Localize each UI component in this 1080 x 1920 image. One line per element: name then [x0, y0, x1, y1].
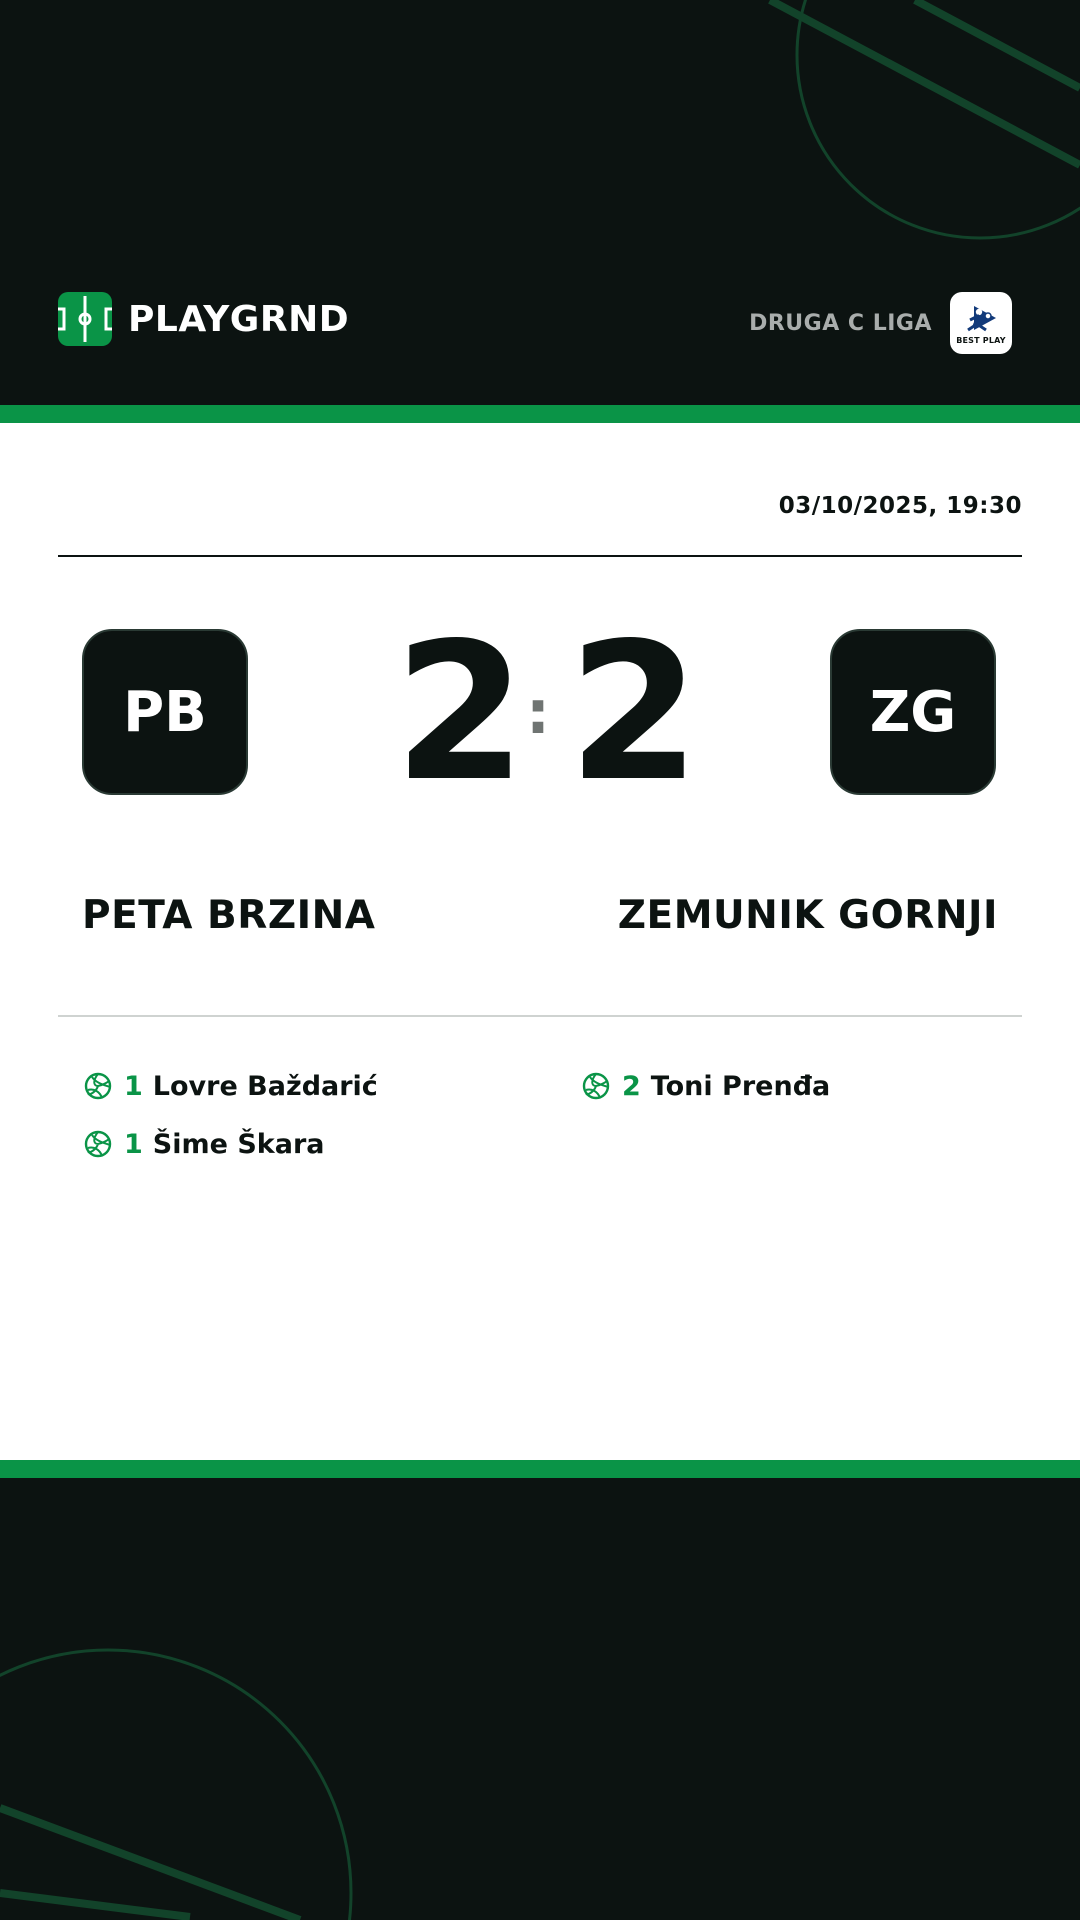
home-team-short: PB [123, 679, 207, 745]
away-scorers [582, 1071, 830, 1129]
scorer-row [84, 1129, 378, 1159]
ball-icon [582, 1072, 610, 1100]
league-badge [950, 292, 1012, 354]
match-card [0, 423, 1080, 1460]
scorer-name: Toni Prenđa [650, 1070, 831, 1102]
goal-count: 1 [124, 1070, 143, 1102]
score-separator: : [526, 678, 550, 748]
home-score: 2 [394, 602, 527, 823]
brand-name: PLAYGRND [128, 298, 350, 340]
scorer-name: Lovre Baždarić [152, 1070, 378, 1102]
scorer-name: Šime Škara [152, 1128, 325, 1160]
goal-count: 1 [124, 1128, 143, 1160]
match-datetime: 03/10/2025, 19:30 [778, 493, 1022, 519]
league [749, 292, 1012, 354]
away-team-crest [830, 629, 996, 795]
ball-icon [84, 1130, 112, 1158]
league-name: DRUGA C LIGA [749, 310, 932, 336]
accent-stripe-bottom [0, 1460, 1080, 1478]
ball-icon [84, 1072, 112, 1100]
divider [58, 1015, 1022, 1017]
best-play-logo-icon [962, 302, 1000, 334]
scorer-row [582, 1071, 830, 1101]
away-score: 2 [568, 602, 701, 823]
home-team-name: PETA BRZINA [82, 893, 376, 938]
header [0, 0, 1080, 405]
brand [58, 292, 349, 346]
league-badge-text: BEST PLAY [956, 335, 1006, 345]
away-team-name: ZEMUNIK GORNJI [617, 893, 998, 938]
divider [58, 555, 1022, 557]
accent-stripe-top [0, 405, 1080, 423]
away-team-short: ZG [869, 679, 957, 745]
goal-count: 2 [622, 1070, 641, 1102]
home-scorers [84, 1071, 378, 1187]
pitch-icon [58, 292, 112, 346]
scorer-row [84, 1071, 378, 1101]
